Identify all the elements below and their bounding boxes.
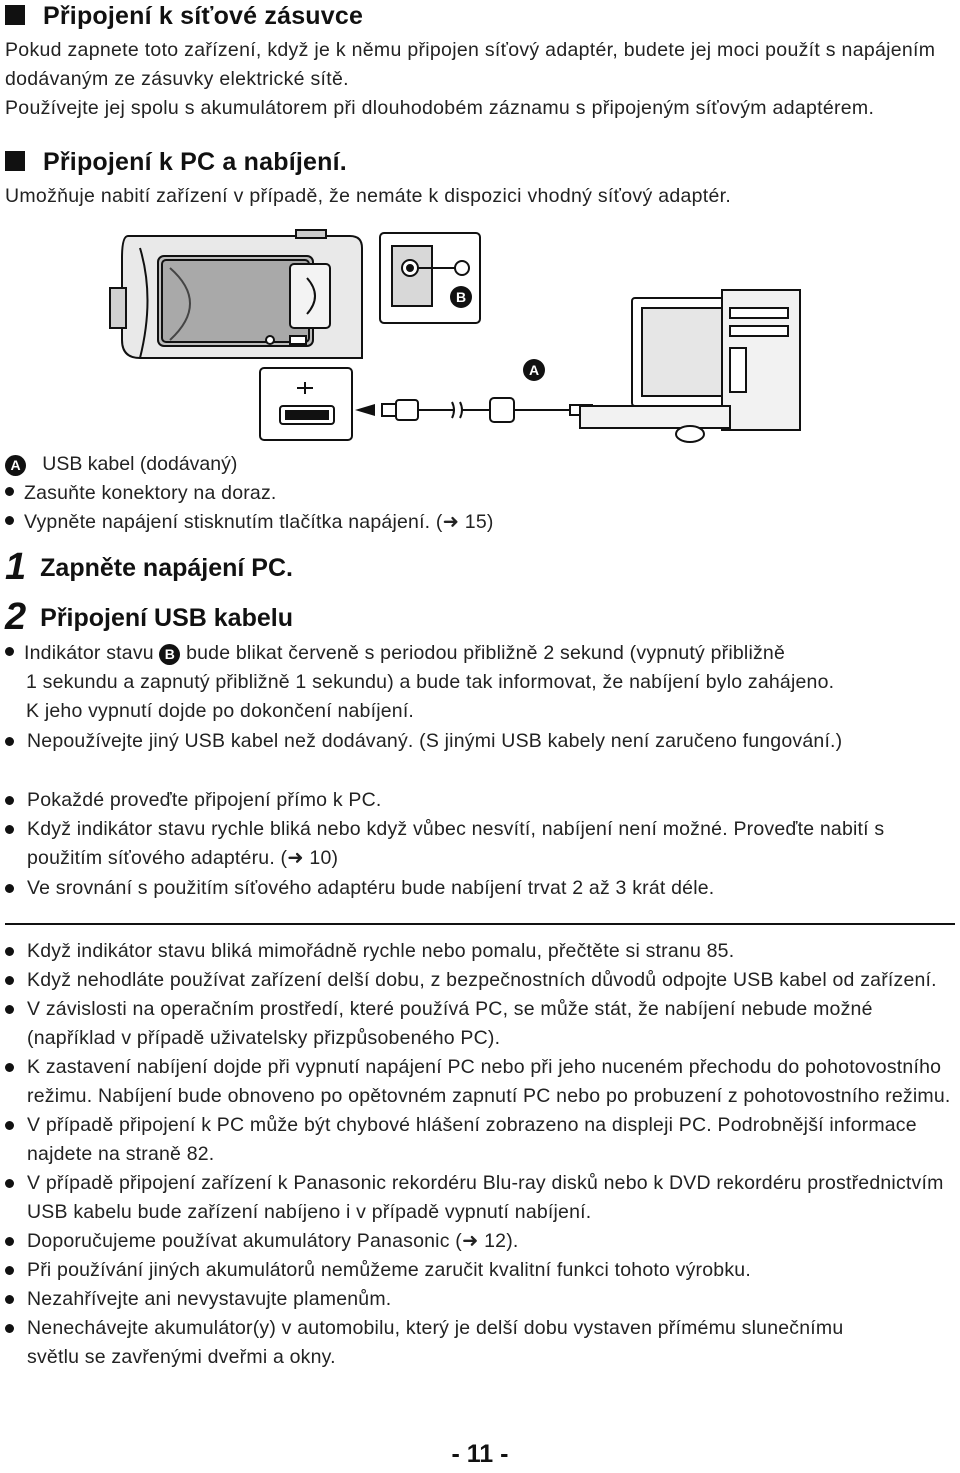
usb-connection-diagram (100, 228, 805, 450)
bullet-icon (5, 1266, 14, 1275)
list-item: V závislosti na operačním prostředí, které používá PC, se může stát, že nabíjení nebude možné (například v případě uživatelsky přizpůsobeného PC). (5, 995, 952, 1053)
step2-note-blink: Když indikátor stavu rychle bliká nebo když vůbec nesvítí, nabíjení není možné. Proveďte nabití s použitím síťového adaptéru. (➜ 10) (5, 815, 955, 873)
section-heading-pc-charging: Připojení k PC a nabíjení. (5, 148, 347, 177)
list-item: K zastavení nabíjení dojde při vypnutí napájení PC nebo při jeho nuceném přechodu do pohotovostního režimu. Nabíjení bude obnoveno po opětovném zapnutí PC nebo po probuzení z pohotovostního režimu. (5, 1053, 952, 1111)
section-text-power-outlet: Pokud zapnete toto zařízení, když je k němu připojen síťový adaptér, budete jej moci použít s napájením dodávaným ze zásuvky elektrické sítě. Používejte jej spolu s akumulátorem při dlouhodobém záznamu s připojeným síťovým adaptérem. (5, 39, 936, 119)
note-power-off: Vypněte napájení stisknutím tlačítka napájení. (➜ 15) (5, 508, 494, 537)
bullet-icon (5, 1005, 14, 1014)
callout-a (523, 359, 545, 381)
bullet-icon (5, 947, 14, 956)
step2-note-indicator-line2: 1 sekundu a zapnutý přibližně 1 sekundu) a bude tak informovat, že nabíjení bylo zahájeno. (26, 671, 835, 693)
svg-text:A: A (528, 362, 540, 378)
bullet-icon (5, 1063, 14, 1072)
step-2: 2 Připojení USB kabelu (5, 596, 293, 638)
bullet-icon (5, 1324, 14, 1333)
callout-a-badge: A (5, 455, 26, 476)
list-item: Když indikátor stavu bliká mimořádně rychle nebo pomalu, přečtěte si stranu 85. (5, 937, 955, 966)
callout-b (450, 286, 472, 308)
square-bullet-icon (5, 5, 25, 25)
pc-illustration (580, 290, 800, 442)
step-1: 1 Zapněte napájení PC. (5, 546, 293, 588)
bullet-icon (5, 737, 14, 746)
svg-text:B: B (455, 289, 467, 305)
page-number: - 11 - (451, 1440, 509, 1468)
usb-port-closeup (260, 368, 352, 440)
step2-note-indicator-line3: K jeho vypnutí dojde po dokončení nabíjení. (26, 700, 415, 722)
bullet-icon (5, 884, 14, 893)
bullet-icon (5, 796, 14, 805)
bullet-icon (5, 487, 14, 496)
callout-b-badge: B (159, 644, 180, 665)
square-bullet-icon (5, 151, 25, 171)
list-item: V případě připojení zařízení k Panasonic rekordéru Blu-ray disků nebo k DVD rekordéru prostřednictvím USB kabelu bude zařízení nabíjeno i v případě vypnutí nabíjení. (5, 1169, 952, 1227)
note-insert-connectors: Zasuňte konektory na doraz. (5, 479, 277, 508)
step2-note-cable: Nepoužívejte jiný USB kabel než dodávaný. (S jinými USB kabely není zaručeno fungování.) (5, 727, 885, 756)
bullet-icon (5, 1179, 14, 1188)
list-item: Nezahřívejte ani nevystavujte plamenům. (5, 1285, 955, 1314)
camcorder-illustration (110, 230, 362, 358)
list-item: Když nehodláte používat zařízení delší dobu, z bezpečnostních důvodů odpojte USB kabel od zařízení. (5, 966, 952, 995)
list-item: V případě připojení k PC může být chybové hlášení zobrazeno na displeji PC. Podrobnější informace najdete na straně 82. (5, 1111, 957, 1169)
bullet-icon (5, 825, 14, 834)
bottom-notes (5, 937, 955, 1372)
list-item: Doporučujeme používat akumulátory Panasonic (➜ 12). (5, 1227, 955, 1256)
list-item: Při používání jiných akumulátorů nemůžeme zaručit kvalitní funkci tohoto výrobku. (5, 1256, 955, 1285)
step2-note-indicator: Indikátor stavu B bude blikat červeně s periodou přibližně 2 sekund (vypnutý přibližně (5, 639, 955, 668)
section-heading-power-outlet: Připojení k síťové zásuvce (5, 2, 363, 31)
bullet-icon (5, 516, 14, 525)
bullet-icon (5, 1121, 14, 1130)
bullet-icon (5, 1295, 14, 1304)
status-indicator-closeup (380, 233, 480, 323)
section-text-pc-charging: Umožňuje nabití zařízení v případě, že nemáte k dispozici vhodný síťový adaptér. (5, 185, 732, 207)
step2-note-duration: Ve srovnání s použitím síťového adaptéru bude nabíjení trvat 2 až 3 krát déle. (5, 874, 945, 903)
bullet-icon (5, 976, 14, 985)
bullet-icon (5, 1237, 14, 1246)
divider (5, 923, 955, 925)
legend-usb-cable: A USB kabel (dodávaný) (5, 450, 237, 479)
bullet-icon (5, 647, 14, 656)
list-item: Nenechávejte akumulátor(y) v automobilu, který je delší dobu vystaven přímému slunečnímu světlu se zavřenými dveřmi a okny. (5, 1314, 887, 1372)
step2-note-direct: Pokaždé proveďte připojení přímo k PC. (5, 786, 945, 815)
arrow-icon (355, 404, 375, 416)
